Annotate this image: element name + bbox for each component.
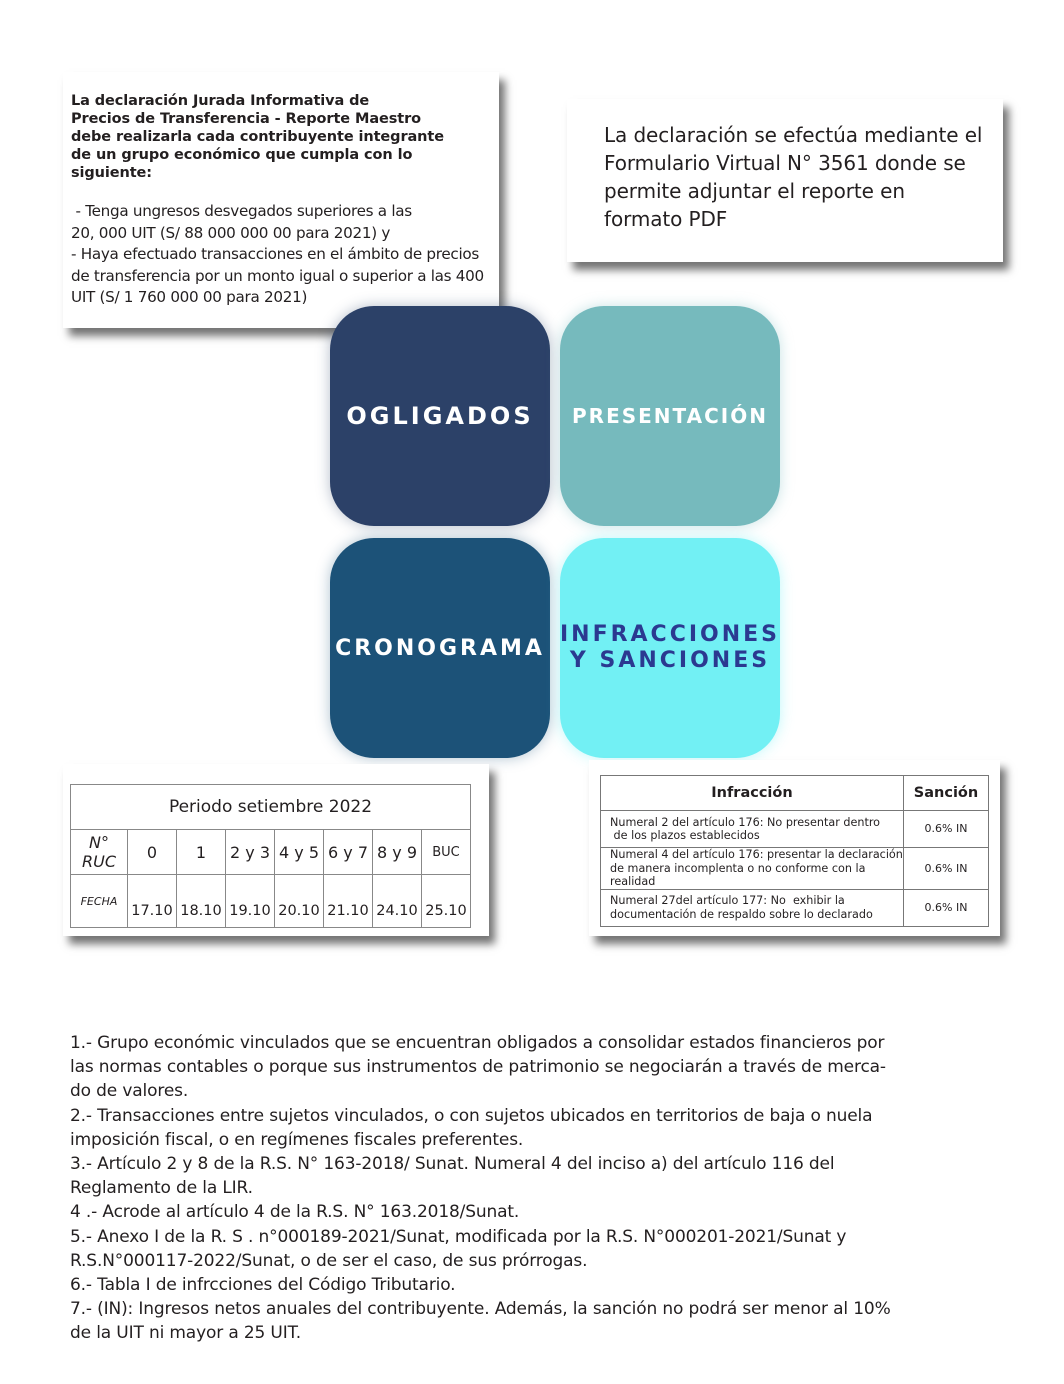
infraccion-line: Numeral 2 del artículo 176: No presentar dentro — [610, 815, 881, 829]
obligados-body-line: de transferencia por un monto igual o superior a las 400 — [71, 266, 484, 285]
footnotes — [70, 1031, 900, 1346]
presentacion-tile-label: PRESENTACIÓN — [572, 404, 768, 428]
ruc-cell: 2 y 3 — [226, 830, 275, 875]
infraccion-cell — [601, 848, 904, 890]
presentacion-text — [604, 121, 984, 233]
infraccion-header: Infracción — [601, 776, 904, 811]
ruc-label: N° RUC — [71, 830, 128, 875]
obligados-tile — [330, 306, 550, 526]
presentacion-line: La declaración se efectúa mediante el — [604, 123, 983, 147]
fecha-cell: 25.10 — [422, 875, 471, 928]
presentacion-tile — [560, 306, 780, 526]
fecha-cell: 24.10 — [373, 875, 422, 928]
infracciones-table — [600, 775, 989, 927]
obligados-heading-line: siguiente: — [71, 165, 152, 181]
ruc-cell: 8 y 9 — [373, 830, 422, 875]
ruc-row — [71, 830, 471, 875]
obligados-body-line: - Tenga ungresos desvegados superiores a las — [71, 202, 412, 220]
table-row — [601, 811, 989, 848]
infracciones-card — [589, 760, 1000, 936]
footnote: 7.- (IN): Ingresos netos anuales del contribuyente. Además, la sanción no podrá ser menor al 10% de la UIT ni mayor a 25 UIT. — [70, 1299, 891, 1344]
infracciones-tile-label-line2: Y SANCIONES — [569, 648, 771, 673]
obligados-heading-line: de un grupo económico que cumpla con lo — [71, 147, 413, 163]
ruc-cell: 6 y 7 — [324, 830, 373, 875]
infraccion-line: documentación de respaldo sobre lo declarado — [610, 907, 873, 921]
infraccion-cell — [601, 889, 904, 926]
infraccion-line: de manera incomplenta o no conforme con la realidad — [610, 861, 866, 888]
fecha-row — [71, 875, 471, 928]
cronograma-card — [63, 764, 489, 936]
infracciones-tile — [560, 538, 780, 758]
obligados-heading-line: La declaración Jurada Informativa de — [71, 93, 370, 109]
obligados-heading — [71, 92, 491, 182]
cronograma-period-title: Periodo setiembre 2022 — [71, 785, 471, 830]
footnote: 2.- Transacciones entre sujetos vinculados, o con sujetos ubicados en territorios de baja o nuela imposición fiscal, o en regímenes fiscales preferentes. — [70, 1105, 873, 1150]
obligados-body-line: - Haya efectuado transacciones en el ámbito de precios — [71, 245, 479, 263]
footnote: 3.- Artículo 2 y 8 de la R.S. N° 163-2018/ Sunat. Numeral 4 del inciso a) del artículo 116 del Reglamento de la LIR. — [70, 1154, 835, 1199]
fecha-cell: 20.10 — [275, 875, 324, 928]
table-row — [601, 889, 989, 926]
presentacion-line: permite adjuntar el reporte en — [604, 179, 905, 203]
sancion-cell: 0.6% IN — [904, 848, 989, 890]
fecha-cell: 19.10 — [226, 875, 275, 928]
infraccion-line: de los plazos establecidos — [610, 829, 760, 842]
obligados-card — [63, 72, 499, 328]
footnote: 6.- Tabla I de infrcciones del Código Tributario. — [70, 1275, 456, 1296]
fecha-cell: 18.10 — [177, 875, 226, 928]
sancion-header: Sanción — [904, 776, 989, 811]
ruc-cell: 4 y 5 — [275, 830, 324, 875]
ruc-cell: BUC — [422, 830, 471, 875]
table-row — [601, 848, 989, 890]
obligados-tile-label: OGLIGADOS — [346, 402, 534, 430]
ruc-cell: 0 — [128, 830, 177, 875]
footnote: 1.- Grupo económic vinculados que se encuentran obligados a consolidar estados financieros por las normas contables o porque sus instrumentos de patrimonio se negociarán a través de merca-do de valores. — [70, 1033, 886, 1102]
fecha-cell: 21.10 — [324, 875, 373, 928]
fecha-label: FECHA — [71, 875, 128, 928]
sancion-cell: 0.6% IN — [904, 889, 989, 926]
footnote: 5.- Anexo I de la R. S . n°000189-2021/Sunat, modificada por la R.S. N°000201-2021/Sunat y R.S.N°000117-2022/Sunat, o de ser el caso, de sus prórrogas. — [70, 1226, 847, 1271]
presentacion-card — [567, 99, 1003, 262]
footnote: 4 .- Acrode al artículo 4 de la R.S. N° 163.2018/Sunat. — [70, 1202, 520, 1223]
obligados-body — [71, 201, 499, 309]
infracciones-header-row — [601, 776, 989, 811]
cronograma-tile — [330, 538, 550, 758]
obligados-body-line: 20, 000 UIT (S/ 88 000 000 00 para 2021) y — [71, 223, 391, 242]
presentacion-line: Formulario Virtual N° 3561 donde se — [604, 151, 966, 175]
infraccion-line: Numeral 4 del artículo 176: presentar la declaración — [610, 848, 903, 861]
infraccion-cell — [601, 811, 904, 848]
presentacion-line: formato PDF — [604, 207, 728, 231]
ruc-cell: 1 — [177, 830, 226, 875]
obligados-heading-line: debe realizarla cada contribuyente integrante — [71, 129, 444, 145]
infracciones-tile-label-line1: INFRACCIONES — [559, 622, 781, 647]
obligados-body-line: UIT (S/ 1 760 000 00 para 2021) — [71, 288, 308, 306]
infraccion-line: Numeral 27del artículo 177: No exhibir la — [610, 894, 845, 907]
cronograma-tile-label: CRONOGRAMA — [335, 635, 545, 661]
cronograma-table — [70, 784, 471, 928]
obligados-heading-line: Precios de Transferencia - Reporte Maestro — [71, 111, 422, 127]
sancion-cell: 0.6% IN — [904, 811, 989, 848]
fecha-cell: 17.10 — [128, 875, 177, 928]
